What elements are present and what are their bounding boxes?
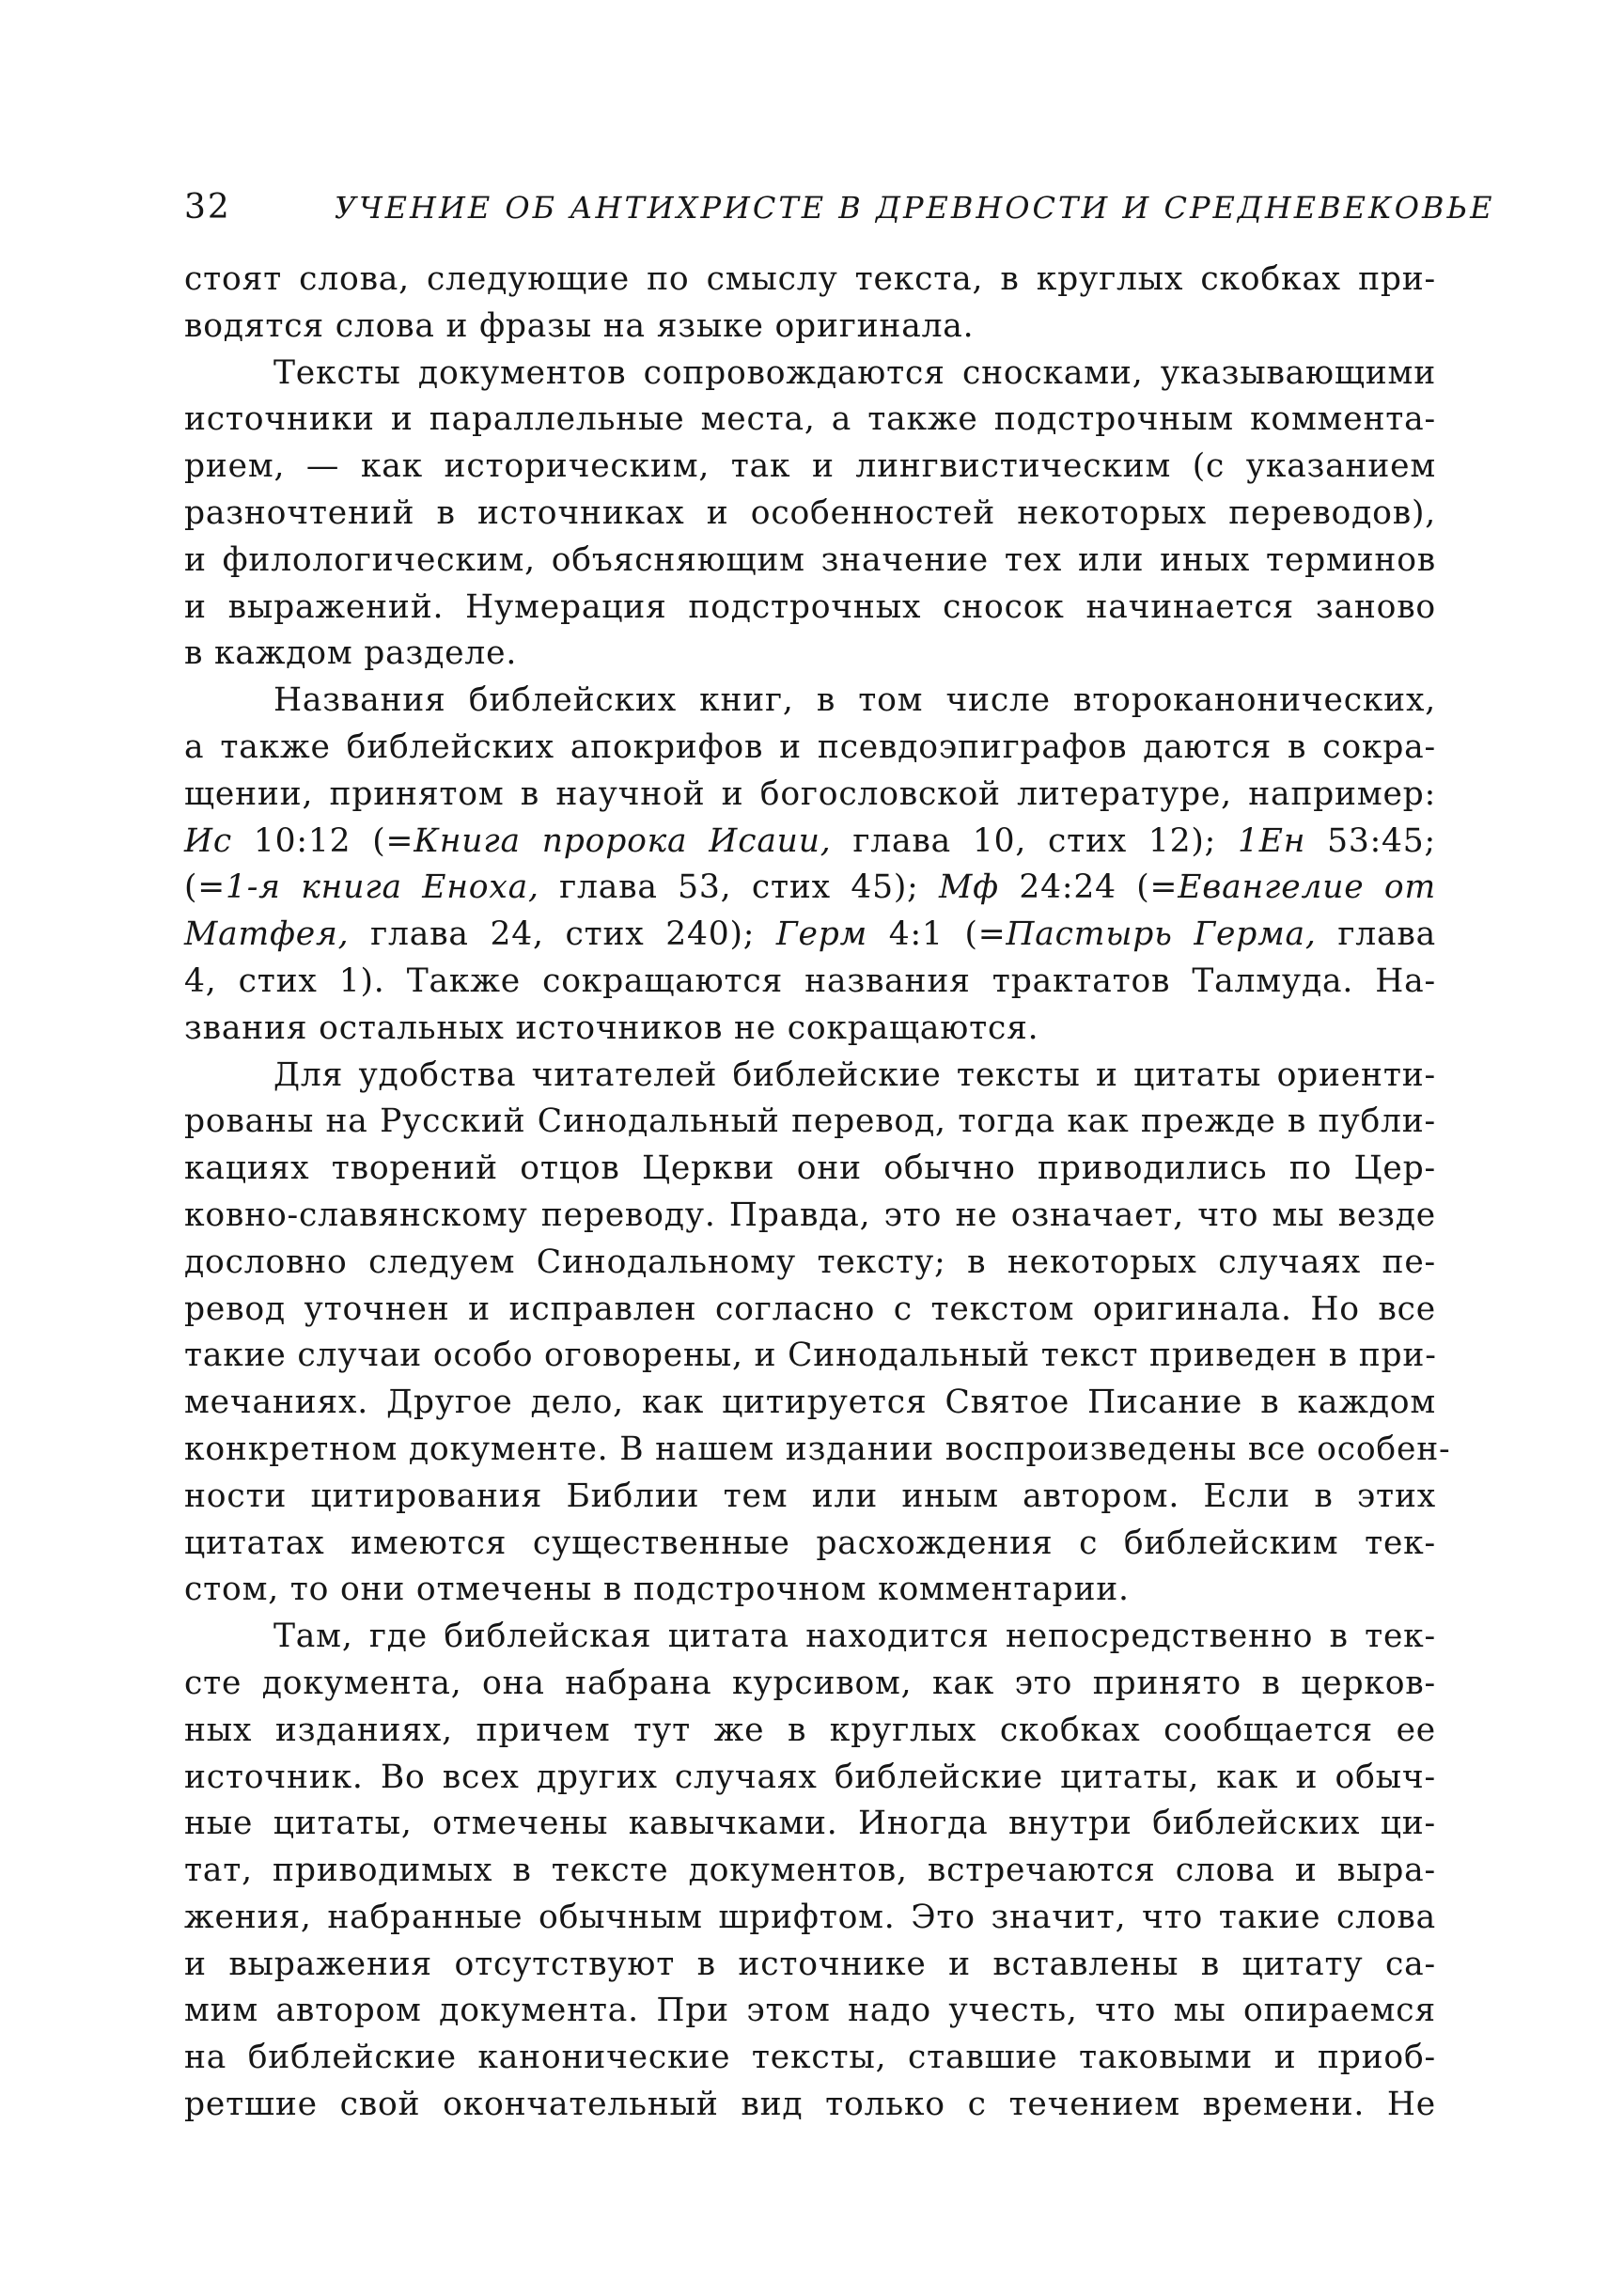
- text-segment: цитатах имеются существенные расхождения с библейским тек-: [184, 1524, 1436, 1562]
- text-segment: Там, где библейская цитата находится непосредственно в тек-: [273, 1618, 1436, 1656]
- italic-text-segment: Пастырь Герма,: [1006, 915, 1317, 954]
- text-line: [184, 1427, 1451, 1474]
- text-segment: звания остальных источников не сокращаются.: [184, 1008, 1039, 1047]
- text-line: [184, 959, 1436, 1006]
- italic-text-segment: 1Ен: [1237, 821, 1306, 860]
- text-line: [184, 2035, 1436, 2082]
- text-line: [184, 1614, 1436, 1661]
- text-segment: в каждом разделе.: [184, 634, 518, 673]
- text-segment: ковно-славянскому переводу. Правда, это не означает, что мы везде: [184, 1196, 1436, 1234]
- text-line: [184, 1099, 1436, 1146]
- text-line: [184, 1895, 1436, 1942]
- text-line: [184, 725, 1436, 772]
- text-line: [184, 1053, 1436, 1100]
- text-segment: стом, то они отмечены в подстрочном комментарии.: [184, 1571, 1130, 1609]
- text-line: [184, 585, 1436, 632]
- text-line: [184, 1801, 1436, 1848]
- text-segment: сте документа, она набрана курсивом, как это принято в церков-: [184, 1664, 1436, 1702]
- text-line: [184, 1755, 1436, 1802]
- text-line: [184, 257, 1436, 304]
- text-line: [184, 1708, 1436, 1755]
- text-segment: глава 10, стих 12);: [831, 821, 1238, 860]
- italic-text-segment: Евангелие от: [1178, 868, 1436, 907]
- text-segment: 53:45;: [1305, 821, 1436, 860]
- text-segment: кациях творений отцов Церкви они обычно приводились по Цер-: [184, 1149, 1436, 1188]
- text-segment: тат, приводимых в тексте документов, встречаются слова и выра-: [184, 1852, 1436, 1890]
- text-segment: глава 53, стих 45);: [539, 868, 940, 907]
- text-line: [184, 1146, 1436, 1193]
- page-header: [184, 188, 1495, 227]
- text-segment: 10:12 (=: [232, 821, 414, 860]
- italic-text-segment: Ис: [184, 821, 233, 860]
- text-segment: разночтений в источниках и особенностей некоторых переводов),: [184, 493, 1436, 532]
- text-line: [184, 678, 1436, 725]
- text-segment: ревод уточнен и исправлен согласно с текстом оригинала. Но все: [184, 1289, 1436, 1328]
- text-segment: 4:1 (=: [867, 915, 1007, 954]
- text-line: [184, 491, 1436, 538]
- text-segment: Для удобства читателей библейские тексты и цитаты ориенти-: [273, 1055, 1436, 1094]
- text-segment: рованы на Русский Синодальный перевод, тогда как прежде в публи-: [184, 1102, 1436, 1141]
- text-segment: Названия библейских книг, в том числе второканонических,: [273, 681, 1436, 720]
- running-head-title: УЧЕНИЕ ОБ АНТИХРИСТЕ В ДРЕВНОСТИ И СРЕДНЕВЕКОВЬЕ: [334, 190, 1495, 226]
- text-line: [184, 397, 1436, 444]
- text-segment: ных изданиях, причем тут же в круглых скобках сообщается ее: [184, 1711, 1436, 1749]
- text-segment: 4, стих 1). Также сокращаются названия трактатов Талмуда. На-: [184, 961, 1436, 1000]
- text-segment: ретшие свой окончательный вид только с течением времени. Не: [184, 2086, 1436, 2124]
- text-line: [184, 351, 1436, 398]
- italic-text-segment: Герм: [775, 915, 868, 954]
- text-line: [184, 1661, 1436, 1708]
- italic-text-segment: Матфея,: [184, 915, 350, 954]
- text-line: [184, 631, 1436, 678]
- text-segment: щении, принятом в научной и богословской литературе, например:: [184, 774, 1436, 813]
- text-segment: стоят слова, следующие по смыслу текста, в круглых скобках при-: [184, 260, 1436, 298]
- text-segment: водятся слова и фразы на языке оригинала.: [184, 306, 975, 345]
- italic-text-segment: Книга пророка Исаии,: [414, 821, 832, 860]
- text-line: [184, 1287, 1436, 1334]
- body-text: [184, 257, 1451, 2129]
- text-segment: на библейские канонические тексты, ставшие таковыми и приоб-: [184, 2039, 1436, 2077]
- text-line: [184, 1006, 1436, 1053]
- text-segment: жения, набранные обычным шрифтом. Это значит, что такие слова: [184, 1898, 1436, 1936]
- text-line: [184, 2082, 1436, 2129]
- text-line: [184, 1333, 1436, 1380]
- text-segment: мечаниях. Другое дело, как цитируется Святое Писание в каждом: [184, 1383, 1436, 1422]
- text-segment: 24:24 (=: [998, 868, 1179, 907]
- text-line: [184, 912, 1436, 959]
- text-segment: (=: [184, 868, 226, 907]
- text-segment: источник. Во всех других случаях библейские цитаты, как и обыч-: [184, 1758, 1436, 1796]
- text-segment: источники и параллельные места, а также подстрочным коммента-: [184, 400, 1436, 439]
- page-number: 32: [184, 188, 231, 227]
- italic-text-segment: Мф: [939, 868, 999, 907]
- text-segment: глава 24, стих 240);: [349, 915, 776, 954]
- text-segment: такие случаи особо оговорены, и Синодальный текст приведен в при-: [184, 1336, 1437, 1375]
- text-line: [184, 772, 1436, 819]
- text-line: [184, 1942, 1436, 1989]
- text-segment: конкретном документе. В нашем издании воспроизведены все особен-: [184, 1430, 1451, 1468]
- text-segment: и выражений. Нумерация подстрочных сносок начинается заново: [184, 587, 1436, 626]
- text-line: [184, 1567, 1436, 1614]
- italic-text-segment: 1-я книга Еноха,: [225, 868, 539, 907]
- text-line: [184, 1474, 1436, 1521]
- text-line: [184, 304, 1436, 351]
- text-segment: и выражения отсутствуют в источнике и вставлены в цитату са-: [184, 1945, 1436, 1983]
- text-line: [184, 865, 1436, 912]
- text-segment: ные цитаты, отмечены кавычками. Иногда внутри библейских ци-: [184, 1805, 1436, 1843]
- text-line: [184, 1521, 1436, 1568]
- text-line: [184, 444, 1436, 491]
- text-segment: а также библейских апокрифов и псевдоэпиграфов даются в сокра-: [184, 727, 1436, 766]
- text-segment: глава: [1316, 915, 1436, 954]
- text-line: [184, 1988, 1436, 2035]
- text-segment: ности цитирования Библии тем или иным автором. Если в этих: [184, 1477, 1436, 1515]
- text-segment: дословно следуем Синодальному тексту; в некоторых случаях пе-: [184, 1243, 1436, 1281]
- text-segment: и филологическим, объясняющим значение тех или иных терминов: [184, 540, 1436, 579]
- text-segment: мим автором документа. При этом надо учесть, что мы опираемся: [184, 1992, 1436, 2030]
- text-segment: рием, — как историческим, так и лингвистическим (с указанием: [184, 447, 1436, 486]
- text-line: [184, 1240, 1436, 1287]
- text-line: [184, 1848, 1436, 1895]
- text-line: [184, 1380, 1436, 1427]
- text-line: [184, 819, 1436, 866]
- text-segment: Тексты документов сопровождаются сносками, указывающими: [273, 353, 1436, 392]
- text-line: [184, 538, 1436, 585]
- text-line: [184, 1193, 1436, 1240]
